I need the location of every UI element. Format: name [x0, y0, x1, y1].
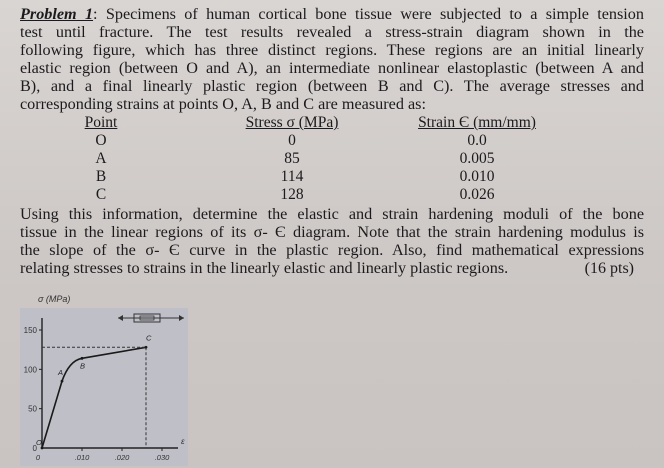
table-cell: 0.005 — [459, 150, 495, 167]
table-cell: 0.010 — [459, 168, 495, 185]
y-tick-label: 100 — [23, 365, 37, 375]
point-label: O — [36, 438, 42, 447]
data-point — [145, 346, 148, 349]
table-cell: 85 — [284, 150, 300, 167]
table-cell: 0.026 — [459, 186, 495, 203]
problem-line-4: elastic region (between O and A), an intermediate nonlinear elastoplastic (between A and — [20, 59, 644, 77]
x-tick-label: .030 — [154, 453, 170, 462]
point-label: B — [80, 361, 86, 371]
question-line-2: tissue in the linear regions of its σ- Є diagram. Note that the strain hardening modulus is — [20, 223, 644, 241]
question-line-1: Using this information, determine the elastic and strain hardening moduli of the bone — [20, 205, 644, 223]
table-header-strain: Strain Є (mm/mm) — [418, 114, 536, 131]
table-header-stress: Stress σ (MPa) — [245, 114, 339, 131]
table-cell: 114 — [280, 168, 304, 185]
data-point — [61, 380, 64, 383]
specimen-icon — [118, 314, 184, 322]
x-axis-label: ε — [181, 437, 185, 446]
table-cell: O — [95, 132, 107, 149]
table-cell: 128 — [280, 186, 304, 203]
point-label: C — [146, 333, 152, 343]
problem-label: Problem 1 — [20, 5, 94, 23]
y-tick-label: 0 — [32, 444, 37, 453]
table-cell: C — [95, 186, 107, 203]
stress-strain-line — [42, 347, 146, 448]
question-line-3: the slope of the σ- Є curve in the plastic region. Also, find mathematical expressions — [20, 241, 644, 259]
x-tick-label: .020 — [114, 453, 130, 462]
table-cell: 0.0 — [467, 132, 487, 149]
problem-line-3: following figure, which has three distinct regions. These regions are an initial linearly — [20, 41, 644, 59]
table-cell: A — [95, 150, 107, 167]
problem-line-5: B), and a final linearly plastic region (between B and C). The average stresses and — [20, 77, 644, 95]
data-point — [81, 357, 84, 360]
y-tick-label: 150 — [23, 326, 37, 335]
data-point — [41, 447, 44, 450]
points-value: (16 pts) — [584, 260, 634, 277]
x-tick-label: 0 — [35, 453, 41, 462]
table-cell: B — [95, 168, 107, 185]
x-tick-label: .010 — [74, 453, 90, 462]
table-cell: 0 — [288, 132, 296, 149]
problem-line-1: Problem 1: Specimens of human cortical bone tissue were subjected to a simple tension — [20, 5, 644, 23]
table-header-point: Point — [84, 114, 118, 131]
question-line-4: relating stresses to strains in the linearly elastic and linearly plastic regions. — [20, 259, 509, 277]
problem-line-6: corresponding strains at points O, A, B and C are measured as: — [20, 95, 426, 113]
y-axis-label: σ (MPa) — [38, 294, 71, 304]
problem-line-2: test until fracture. The test results revealed a stress-strain diagram shown in the — [20, 23, 644, 41]
y-tick-label: 50 — [28, 404, 37, 414]
point-label: A — [58, 368, 64, 378]
